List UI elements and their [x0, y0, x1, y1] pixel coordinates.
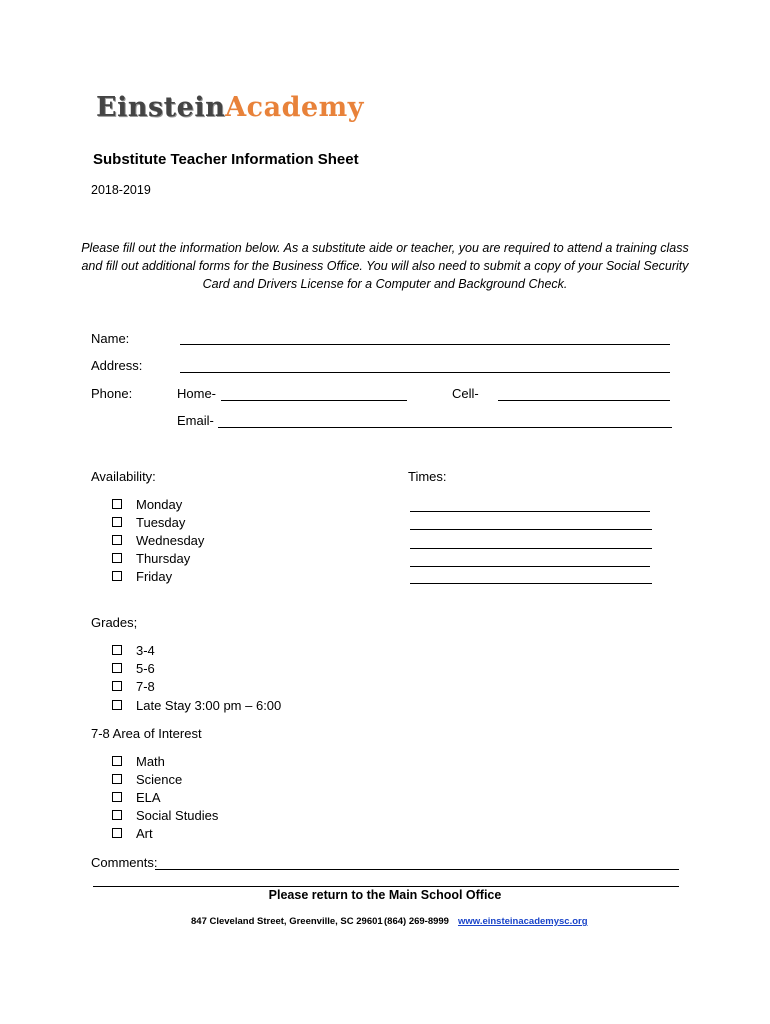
school-phone: (864) 269-8999: [384, 916, 449, 927]
checkbox-icon[interactable]: [112, 535, 122, 545]
day-option-tuesday[interactable]: Tuesday: [112, 515, 185, 530]
school-logo: [96, 92, 364, 123]
checkbox-icon[interactable]: [112, 774, 122, 784]
cell-phone-field[interactable]: [498, 400, 670, 401]
time-field-wednesday[interactable]: [410, 548, 652, 549]
school-website-link[interactable]: www.einsteinacademysc.org: [458, 916, 588, 927]
day-option-friday[interactable]: Friday: [112, 569, 172, 584]
home-phone-label: Home-: [177, 386, 217, 401]
day-option-wednesday[interactable]: Wednesday: [112, 533, 204, 548]
comments-field-line-2[interactable]: [93, 886, 679, 887]
time-field-friday[interactable]: [410, 583, 652, 584]
checkbox-icon[interactable]: [112, 517, 122, 527]
checkbox-icon[interactable]: [112, 792, 122, 802]
grades-label: Grades;: [91, 615, 138, 630]
checkbox-icon[interactable]: [112, 828, 122, 838]
checkbox-icon[interactable]: [112, 810, 122, 820]
checkbox-icon[interactable]: [112, 645, 122, 655]
interest-label: 7-8 Area of Interest: [91, 726, 202, 741]
instructions-text: Please fill out the information below. As a substitute aide or teacher, you are required to attend a training class and fill out additional forms for the Business Office. You will also need to submit a copy of your Social Security Card and Drivers License for a Computer and Background Check.: [81, 241, 689, 291]
phone-label: Phone:: [91, 386, 133, 401]
email-label: Email-: [177, 413, 214, 428]
comments-field[interactable]: [155, 869, 679, 870]
home-phone-field[interactable]: [221, 400, 407, 401]
interest-option-science[interactable]: Science: [112, 772, 182, 787]
day-option-thursday[interactable]: Thursday: [112, 551, 190, 566]
name-field[interactable]: [180, 344, 670, 345]
comments-label: Comments:: [91, 855, 158, 870]
cell-phone-label: Cell-: [452, 386, 479, 401]
availability-label: Availability:: [91, 469, 156, 484]
checkbox-icon[interactable]: [112, 571, 122, 581]
interest-option-art[interactable]: Art: [112, 826, 153, 841]
grade-option-3-4[interactable]: 3-4: [112, 643, 155, 658]
address-label: Address:: [91, 358, 143, 373]
school-address: 847 Cleveland Street, Greenville, SC 29601: [191, 916, 383, 927]
times-label: Times:: [408, 469, 447, 484]
name-label: Name:: [91, 331, 130, 346]
checkbox-icon[interactable]: [112, 700, 122, 710]
return-instruction: Please return to the Main School Office: [268, 888, 502, 902]
time-field-tuesday[interactable]: [410, 529, 652, 530]
grade-option-5-6[interactable]: 5-6: [112, 661, 155, 676]
email-field[interactable]: [218, 427, 672, 428]
time-field-thursday[interactable]: [410, 566, 650, 567]
time-field-monday[interactable]: [410, 511, 650, 512]
logo-text-einstein: Einstein: [96, 92, 226, 123]
grade-option-7-8[interactable]: 7-8: [112, 679, 155, 694]
checkbox-icon[interactable]: [112, 499, 122, 509]
checkbox-icon[interactable]: [112, 553, 122, 563]
logo-text-academy: Academy: [225, 92, 364, 123]
interest-option-social-studies[interactable]: Social Studies: [112, 808, 218, 823]
school-year: 2018-2019: [91, 183, 151, 197]
address-field[interactable]: [180, 372, 670, 373]
grade-option-late-stay[interactable]: Late Stay 3:00 pm – 6:00: [112, 698, 281, 713]
interest-option-math[interactable]: Math: [112, 754, 165, 769]
checkbox-icon[interactable]: [112, 756, 122, 766]
day-option-monday[interactable]: Monday: [112, 497, 182, 512]
page-title: Substitute Teacher Information Sheet: [93, 151, 359, 168]
checkbox-icon[interactable]: [112, 663, 122, 673]
interest-option-ela[interactable]: ELA: [112, 790, 161, 805]
checkbox-icon[interactable]: [112, 681, 122, 691]
